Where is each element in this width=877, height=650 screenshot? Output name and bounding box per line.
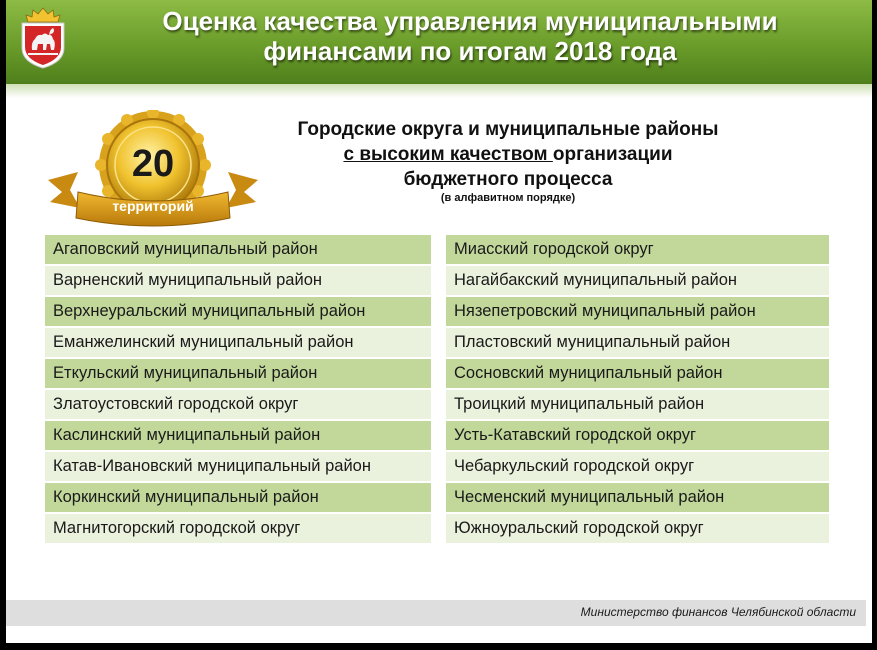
medal-label: территорий (112, 198, 194, 214)
footer-bar (6, 600, 866, 626)
list-item: Нязепетровский муниципальный район (446, 297, 829, 326)
list-item: Каслинский муниципальный район (45, 421, 431, 450)
list-item: Агаповский муниципальный район (45, 235, 431, 264)
territory-list-left (45, 235, 431, 545)
footer-ministry-text: Министерство финансов Челябинской области (580, 605, 856, 619)
heading-line-2 (248, 142, 768, 167)
list-item: Златоустовский городской округ (45, 390, 431, 419)
list-item: Варненский муниципальный район (45, 266, 431, 295)
list-item: Сосновский муниципальный район (446, 359, 829, 388)
list-item: Катав-Ивановский муниципальный район (45, 452, 431, 481)
heading-line-3: бюджетного процесса (403, 169, 613, 190)
title-line-2: финансами по итогам 2018 года (263, 36, 677, 66)
list-item: Чесменский муниципальный район (446, 483, 829, 512)
title-line-1: Оценка качества управления муниципальными (162, 6, 778, 36)
alphabetical-note: (в алфавитном порядке) (440, 192, 576, 204)
list-item: Коркинский муниципальный район (45, 483, 431, 512)
list-item: Южноуральский городской округ (446, 514, 829, 543)
list-item: Еткульский муниципальный район (45, 359, 431, 388)
header-fade (6, 84, 872, 98)
list-item: Троицкий муниципальный район (446, 390, 829, 419)
list-item: Еманжелинский муниципальный район (45, 328, 431, 357)
frame-right-border (872, 0, 877, 650)
list-item: Чебаркульский городской округ (446, 452, 829, 481)
list-item: Пластовский муниципальный район (446, 328, 829, 357)
page-title (90, 6, 850, 66)
list-item: Верхнеуральский муниципальный район (45, 297, 431, 326)
list-item: Усть-Катавский городской округ (446, 421, 829, 450)
heading-line-1: Городские округа и муниципальные районы (297, 119, 719, 140)
heading-underlined: с высоким качеством (343, 144, 553, 165)
bottom-border (0, 643, 877, 650)
section-heading (248, 117, 768, 192)
territory-list-right (446, 235, 829, 545)
medal-number: 20 (131, 143, 175, 185)
chelyabinsk-crest-icon (18, 6, 68, 70)
list-item: Магнитогорский городской округ (45, 514, 431, 543)
heading-line-2-rest: организации (552, 144, 673, 165)
list-item: Нагайбакский муниципальный район (446, 266, 829, 295)
list-item: Миасский городской округ (446, 235, 829, 264)
